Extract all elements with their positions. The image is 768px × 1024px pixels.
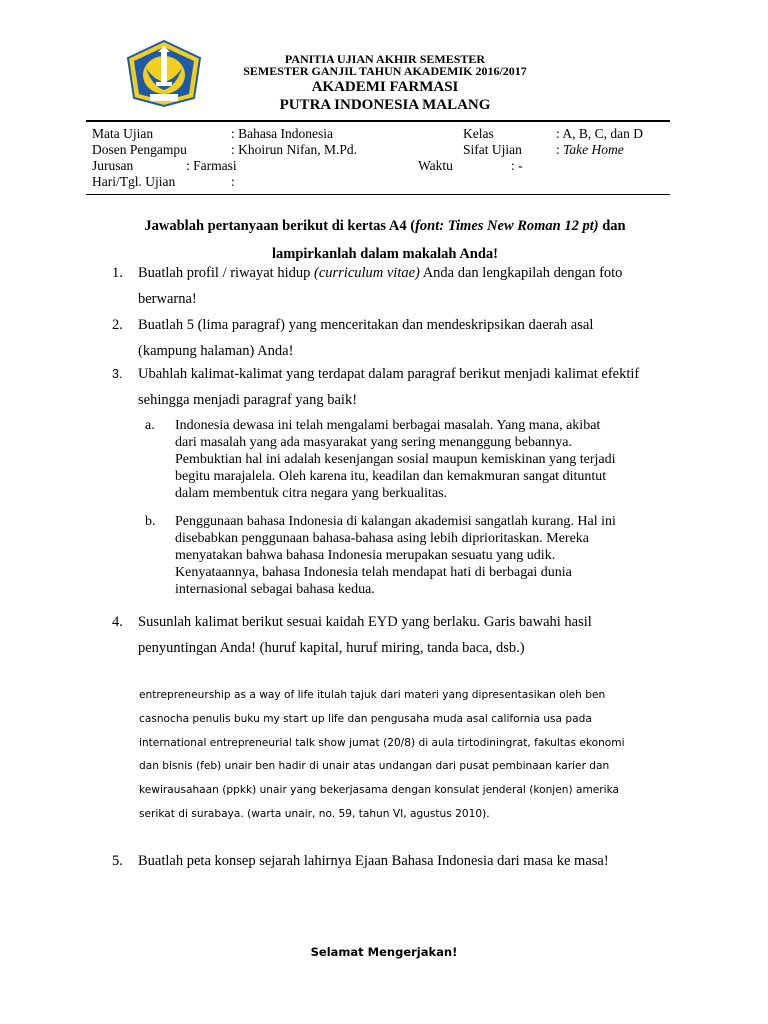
q4-line-1: Susunlah kalimat berikut sesuai kaidah EYD yang berlaku. Garis bawahi hasil [138, 614, 592, 630]
q2-line-2: (kampung halaman) Anda! [138, 343, 294, 359]
q4-line-2: penyuntingan Anda! (huruf kapital, huruf miring, tanda baca, dsb.) [138, 640, 525, 656]
question-text [138, 312, 683, 364]
header-divider [86, 120, 670, 122]
dosen-value: : Khoirun Nifan, M.Pd. [231, 142, 357, 157]
question-number: 1. [112, 265, 123, 281]
info-divider [86, 194, 670, 195]
q4-paragraph-line-1: entrepreneurship as a way of life itulah tajuk dari materi yang dipresentasikan oleh ben [139, 689, 606, 701]
instruction-part-3: dan [598, 218, 626, 234]
q3b-line-4: Kenyataannya, bahasa Indonesia telah mendapat hati di berbagai dunia [175, 565, 572, 580]
question-text [138, 260, 683, 312]
waktu-value: : - [511, 158, 523, 173]
instruction-line-1 [90, 212, 680, 240]
mata-ujian-value: : Bahasa Indonesia [231, 126, 333, 141]
closing-message: Selamat Mengerjakan! [310, 945, 458, 959]
q1-text-a: Buatlah profil / riwayat hidup [138, 265, 314, 281]
q3a-line-5: dalam membentuk citra negara yang berkualitas. [175, 486, 448, 501]
sifat-colon: : [556, 142, 564, 157]
q3b-line-2: disebabkan penggunaan bahasa-bahasa asing lebih diprioritaskan. Mereka [175, 531, 590, 546]
exam-header [200, 53, 570, 114]
question-number: 3. [112, 367, 123, 381]
institution-logo-icon [124, 38, 204, 108]
sub-text [175, 417, 675, 502]
q5-line-1: Buatlah peta konsep sejarah lahirnya Ejaan Bahasa Indonesia dari masa ke masa! [138, 853, 609, 869]
sub-label: a. [145, 418, 155, 433]
q4-paragraph-line-5: kewirausahaan (ppkk) unair yang bekerjasama dengan konsulat jenderal (konjen) amerika [139, 784, 620, 797]
kelas-value: : A, B, C, dan D [556, 126, 644, 141]
q3a-line-3: Pembuktian hal ini adalah kesenjangan sosial maupun kemiskinan yang terjadi [175, 452, 616, 467]
instruction-part-1: Jawablah pertanyaan berikut di kertas A4 ( [144, 218, 416, 234]
q4-paragraph-line-4: dan bisnis (feb) unair ben hadir di unair atas undangan dari pusat pembinaan karier dan [139, 760, 610, 773]
q4-paragraph-line-6: serikat di surabaya. (warta unair, no. 59, tahun VI, agustus 2010). [139, 807, 490, 820]
sifat-label: Sifat Ujian [463, 142, 522, 157]
q4-paragraph [139, 684, 679, 827]
q3-line-1: Ubahlah kalimat-kalimat yang terdapat dalam paragraf berikut menjadi kalimat efektif [138, 366, 640, 382]
question-number: 4. [112, 614, 123, 630]
semester-title: SEMESTER GANJIL TAHUN AKADEMIK 2016/2017 [243, 64, 527, 78]
academy-location: PUTRA INDONESIA MALANG [279, 97, 491, 113]
waktu-label: Waktu [418, 158, 453, 173]
hari-label: Hari/Tgl. Ujian [92, 174, 176, 189]
q3a-line-4: begitu marajalela. Oleh karena itu, keadilan dan kemakmuran sangat dituntut [175, 469, 607, 484]
hari-value: : [231, 174, 235, 189]
instruction-line-2: lampirkanlah dalam makalah Anda! [271, 246, 499, 262]
sifat-text: Take Home [563, 142, 624, 157]
q2-line-1: Buatlah 5 (lima paragraf) yang menceritakan dan mendeskripsikan daerah asal [138, 317, 594, 333]
jurusan-label: Jurusan [92, 158, 134, 173]
q3a-line-2: dari masalah yang ada masyarakat yang sering menanggung bebannya. [175, 435, 572, 450]
mata-ujian-label: Mata Ujian [92, 126, 154, 141]
academy-name: AKADEMI FARMASI [311, 79, 459, 95]
sub-text [175, 513, 675, 598]
q3b-line-1: Penggunaan bahasa Indonesia di kalangan akademisi sangatlah kurang. Hal ini [175, 514, 616, 529]
q4-paragraph-line-3: international entrepreneurial talk show jumat (20/8) di aula tirtodiningrat, fakultas ekonomi [139, 736, 625, 749]
q4-paragraph-line-2: casnocha penulis buku my start up life dan pengusaha muda asal california usa pada [139, 712, 592, 725]
question-number: 5. [112, 853, 123, 869]
q3b-line-5: internasional sebagai bahasa kedua. [175, 582, 375, 597]
dosen-label: Dosen Pengampu [92, 142, 187, 157]
kelas-label: Kelas [463, 126, 494, 141]
q3a-line-1: Indonesia dewasa ini telah mengalami berbagai masalah. Yang mana, akibat [175, 418, 601, 433]
question-line [138, 260, 683, 286]
sifat-value [556, 142, 624, 158]
jurusan-value: : Farmasi [186, 158, 237, 173]
question-number: 2. [112, 317, 123, 333]
question-text [138, 848, 683, 874]
q1-text-c: Anda dan lengkapilah dengan foto [419, 265, 623, 281]
q1-text-italic: (curriculum vitae) [313, 265, 420, 281]
sub-label: b. [145, 514, 156, 529]
committee-title: PANITIA UJIAN AKHIR SEMESTER [284, 52, 486, 66]
q3b-line-3: menyatakan bahwa bahasa Indonesia merupakan sesuatu yang udik. [175, 548, 556, 563]
q3-line-2: sehingga menjadi paragraf yang baik! [138, 392, 358, 408]
q1-text-d: berwarna! [138, 291, 197, 307]
question-text [138, 361, 683, 413]
instruction-font-note: font: Times New Roman 12 pt) [415, 218, 599, 234]
question-text [138, 609, 683, 661]
